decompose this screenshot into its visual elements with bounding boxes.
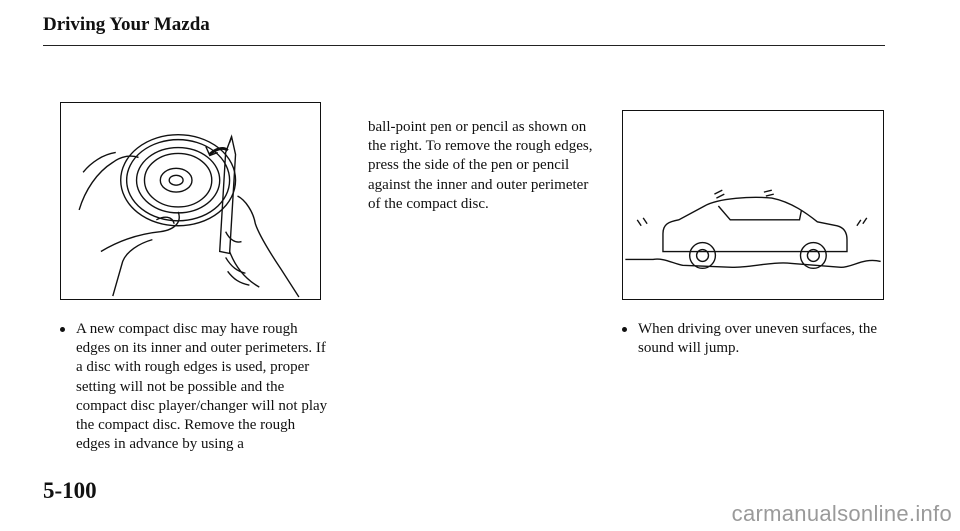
bullet-text: When driving over uneven surfaces, the sound will jump.: [638, 321, 878, 357]
bullet-list-item: [60, 320, 330, 454]
bullet-dot: [622, 327, 627, 332]
bullet-dot: [60, 327, 65, 332]
bullet-text: A new compact disc may have rough edges on its inner and outer perimeters. If a disc with rough edges is used, proper setting will not be possible and the compact disc player/changer will not play the compact disc. Remove the rough edges in advance by using a: [76, 321, 328, 453]
car-icon: [623, 111, 883, 299]
compact-disc-icon: [61, 103, 320, 299]
bullet-list-item: [622, 320, 882, 358]
page-number: 5-100: [43, 478, 97, 503]
header-rule: [43, 45, 885, 46]
watermark: carmanualsonline.info: [731, 501, 952, 526]
cd-pen-figure: [60, 102, 321, 300]
page-header-title: Driving Your Mazda: [43, 14, 210, 35]
car-uneven-road-figure: [622, 110, 884, 300]
continuation-paragraph: ball-point pen or pencil as shown on the right. To remove the rough edges, press the side of the pen or pencil against the inner and outer perimeter of the compact disc.: [368, 119, 593, 212]
